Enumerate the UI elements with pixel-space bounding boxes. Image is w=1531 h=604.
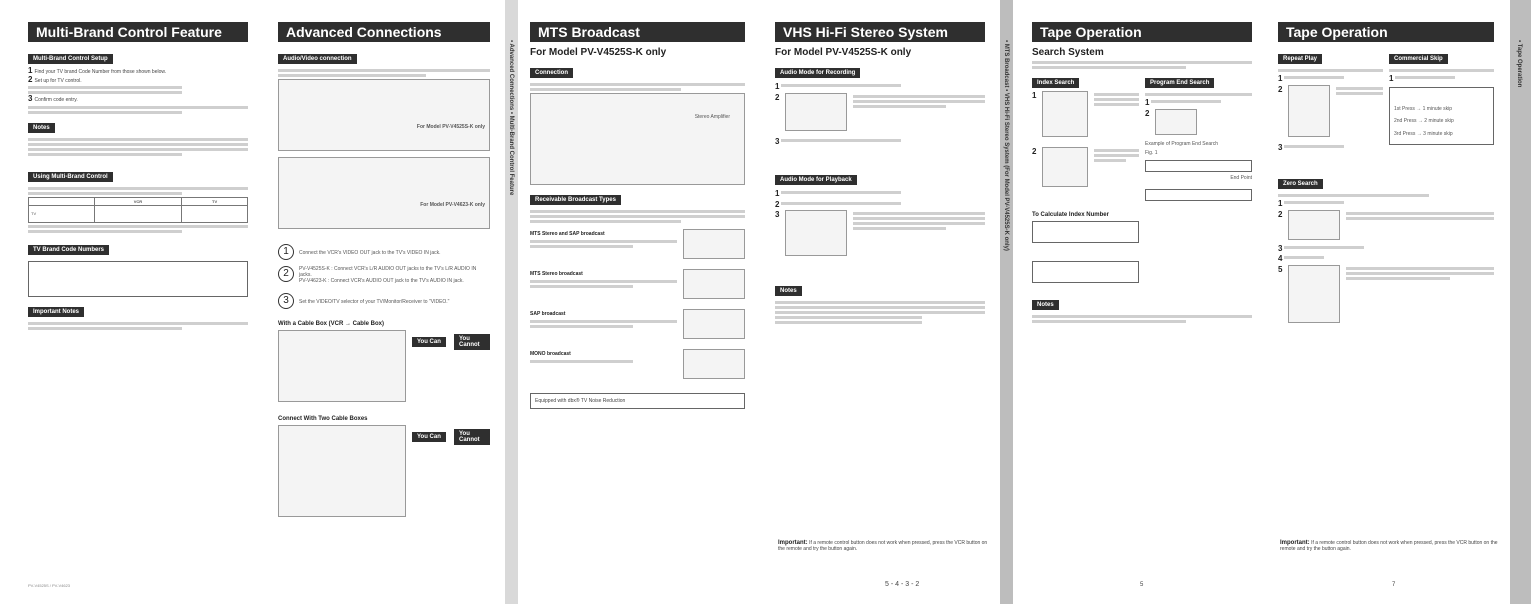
- section-heading: Receivable Broadcast Types: [530, 195, 621, 205]
- figure-two-cable-boxes: [278, 425, 406, 517]
- section-heading: Important Notes: [28, 307, 84, 317]
- side-tab: • MTS Broadcast • VHS Hi-Fi Stereo System (For Model PV-V4525S-K only): [1000, 0, 1013, 604]
- side-tab: • Advanced Connections • Multi-Brand Control Feature: [505, 0, 518, 604]
- section-heading: TV Brand Code Numbers: [28, 245, 109, 255]
- brand-code-list: [28, 261, 248, 297]
- section-heading: Repeat Play: [1278, 54, 1322, 64]
- figure-connection-1: For Model PV-V4525S-K only: [278, 79, 490, 151]
- section-heading: Connect With Two Cable Boxes: [278, 416, 368, 422]
- important-note: Important: If a remote control button does not work when pressed, press the VCR button on the remote and try the button again.: [778, 540, 988, 552]
- section-heading: Using Multi-Brand Control: [28, 172, 113, 182]
- notes-heading: Notes: [775, 286, 802, 296]
- section-heading: To Calculate Index Number: [1032, 212, 1109, 218]
- section-heading: Commercial Skip: [1389, 54, 1448, 64]
- page-title: Multi-Brand Control Feature: [28, 22, 248, 42]
- section-heading: Connection: [530, 68, 573, 78]
- page-title: Advanced Connections: [278, 22, 490, 42]
- commercial-skip-box: 1st Press → 1 minute skip 2nd Press → 2 minute skip 3rd Press → 3 minute skip: [1389, 87, 1494, 146]
- step-1: 1 Find your TV brand Code Number from those shown below.: [28, 66, 167, 75]
- dbx-note: Equipped with dbx® TV Noise Reduction: [530, 393, 745, 409]
- page-title: Tape Operation: [1278, 22, 1494, 42]
- page-number: 7: [1392, 582, 1396, 588]
- section-heading: Audio/Video connection: [278, 54, 357, 64]
- notes-heading: Notes: [1032, 300, 1059, 310]
- page-tape-operation-2: Tape Operation Repeat Play 1 2 3 Commercial Skip 1 1st Press → 1 minute skip 2nd Press → 2 minute skip 3rd Press → 3 minute skip Zero Search 1 2 3 4 5: [1268, 0, 1504, 604]
- section-heading: Index Search: [1032, 78, 1079, 88]
- page-subtitle: For Model PV-V4525S-K only: [530, 47, 667, 58]
- notes-heading: Notes: [28, 123, 55, 133]
- figure-connection-2: For Model PV-V4623-K only: [278, 157, 490, 229]
- section-heading: Zero Search: [1278, 179, 1323, 189]
- side-tab: • Tape Operation: [1510, 0, 1531, 604]
- section-heading: Multi-Brand Control Setup: [28, 54, 113, 64]
- step-2: 2 Set up for TV control.: [28, 74, 82, 84]
- important-note: Important: If a remote control button does not work when pressed, press the VCR button on the remote and try the button again.: [1280, 540, 1498, 552]
- page-multi-brand: [18, 0, 258, 604]
- section-heading: Audio Mode for Playback: [775, 175, 857, 185]
- page-title: Tape Operation: [1032, 22, 1252, 42]
- page-number: 5 - 4 - 3 - 2: [885, 581, 920, 588]
- page-tape-operation-1: Tape Operation Search System Index Search 1 2 Program End Search 1 2 Example of Program End Search Fig. 1 End Point To Calculate Index Number Notes: [1022, 0, 1262, 604]
- page-title: MTS Broadcast: [530, 22, 745, 42]
- page-vhs-hifi: VHS Hi-Fi Stereo System For Model PV-V4525S-K only Audio Mode for Recording 1 2 3 Audio Mode for Playback 1 2 3 Notes: [765, 0, 995, 604]
- section-heading: Program End Search: [1145, 78, 1214, 88]
- step-3: 3 Confirm code entry.: [28, 94, 78, 103]
- section-heading: With a Cable Box (VCR → Cable Box): [278, 321, 384, 327]
- page-subtitle: Search System: [1032, 47, 1104, 58]
- page-title: VHS Hi-Fi Stereo System: [775, 22, 985, 42]
- code-table: VCR TV TV: [28, 197, 248, 223]
- figure-mts-connection: Stereo Amplifier: [530, 93, 745, 185]
- page-subtitle: For Model PV-V4525S-K only: [775, 47, 912, 58]
- footer-model: PV-V4525S / PV-V4623: [28, 583, 71, 588]
- page-advanced-connections: Advanced Connections Audio/Video connection For Model PV-V4525S-K only For Model PV-V4623-K only 1 Connect the VCR's VIDEO OUT jack to the TV's VIDEO IN jack. 2 PV-V4525S-K : Connect VCR's L/R AUDIO OUT jacks to the TV's L/R AUDIO IN jacks. PV-V4623-K : Connect VCR's AUDIO OUT jack to the TV's AUDIO IN jack. 3 Set the VIDEO/TV selector of your TV/Monitor/Receiver to "VIDEO." With a Cable Box (VCR → Cable Box) You Can You Cannot Connect With Two Cable Boxes You Can You Cannot: [268, 0, 500, 604]
- figure-cable-box: [278, 330, 406, 402]
- page-number: 5: [1140, 582, 1144, 588]
- section-heading: Audio Mode for Recording: [775, 68, 860, 78]
- page-mts-broadcast: MTS Broadcast For Model PV-V4525S-K only Connection Stereo Amplifier Receivable Broadcast Types MTS Stereo and SAP broadcast MTS Stereo broadcast SAP broadcast MONO broadcast Equipped with dbx® TV Noise Reduction: [520, 0, 755, 604]
